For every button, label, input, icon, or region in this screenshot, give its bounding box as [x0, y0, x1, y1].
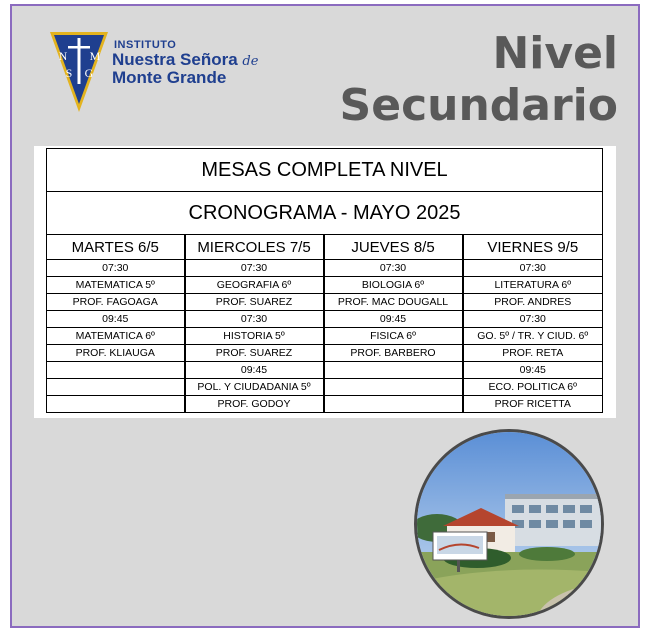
svg-text:M: M — [89, 49, 101, 63]
table-cell: PROF. GODOY — [185, 396, 324, 413]
svg-text:N: N — [58, 49, 68, 63]
institute-name-main: Nuestra Señora — [112, 50, 238, 69]
table-cell: PROF. BARBERO — [324, 345, 463, 362]
table-cell: PROF RICETTA — [463, 396, 603, 413]
table-cell: 09:45 — [463, 362, 603, 379]
svg-text:S: S — [65, 66, 73, 80]
table-cell — [324, 396, 463, 413]
table-row — [47, 311, 603, 328]
table-cell: PROF. SUAREZ — [185, 345, 324, 362]
institute-name-connector: de — [242, 54, 259, 69]
day-header: VIERNES 9/5 — [463, 235, 603, 260]
table-cell: 07:30 — [185, 311, 324, 328]
table-row — [47, 379, 603, 396]
table-cell: 09:45 — [47, 311, 185, 328]
table-cell: 07:30 — [463, 311, 603, 328]
schedule-title-2: CRONOGRAMA - MAYO 2025 — [47, 192, 603, 235]
table-row — [47, 260, 603, 277]
school-building-photo — [414, 429, 604, 619]
schedule-card — [34, 146, 616, 418]
table-cell — [47, 362, 185, 379]
table-cell: MATEMATICA 6º — [47, 328, 185, 345]
table-cell: 07:30 — [324, 260, 463, 277]
table-cell: 07:30 — [47, 260, 185, 277]
table-cell: GO. 5º / TR. Y CIUD. 6º — [463, 328, 603, 345]
day-header: JUEVES 8/5 — [324, 235, 463, 260]
institute-label: INSTITUTO — [114, 39, 177, 51]
table-row — [47, 362, 603, 379]
institute-logo-icon — [48, 30, 110, 114]
table-cell: LITERATURA 6º — [463, 277, 603, 294]
table-cell: FISICA 6º — [324, 328, 463, 345]
table-cell: BIOLOGIA 6º — [324, 277, 463, 294]
school-building-illustration — [417, 432, 601, 616]
table-cell: 07:30 — [463, 260, 603, 277]
table-cell: 09:45 — [185, 362, 324, 379]
table-cell: ECO. POLITICA 6º — [463, 379, 603, 396]
table-cell: 07:30 — [185, 260, 324, 277]
table-cell: PROF. SUAREZ — [185, 294, 324, 311]
institute-name-line1 — [112, 50, 258, 70]
table-cell — [324, 379, 463, 396]
headline-line1: Nivel — [492, 28, 618, 79]
institute-name-line2: Monte Grande — [112, 68, 227, 87]
table-row — [47, 294, 603, 311]
table-cell: PROF. RETA — [463, 345, 603, 362]
table-row — [47, 277, 603, 294]
headline-line2: Secundario — [339, 80, 618, 131]
table-row — [47, 328, 603, 345]
table-cell: MATEMATICA 5º — [47, 277, 185, 294]
table-cell: GEOGRAFIA 6º — [185, 277, 324, 294]
table-cell — [324, 362, 463, 379]
table-cell: POL. Y CIUDADANIA 5º — [185, 379, 324, 396]
table-cell: HISTORIA 5º — [185, 328, 324, 345]
svg-text:G: G — [84, 66, 94, 80]
table-row — [47, 345, 603, 362]
exam-schedule-table — [46, 148, 603, 413]
table-cell: PROF. ANDRES — [463, 294, 603, 311]
table-cell: PROF. FAGOAGA — [47, 294, 185, 311]
table-cell — [47, 396, 185, 413]
table-row — [47, 396, 603, 413]
level-headline — [340, 28, 618, 132]
table-cell: 09:45 — [324, 311, 463, 328]
day-header: MIERCOLES 7/5 — [185, 235, 324, 260]
day-header: MARTES 6/5 — [47, 235, 185, 260]
table-cell: PROF. MAC DOUGALL — [324, 294, 463, 311]
schedule-title-1: MESAS COMPLETA NIVEL — [47, 149, 603, 192]
table-cell: PROF. KLIAUGA — [47, 345, 185, 362]
table-cell — [47, 379, 185, 396]
